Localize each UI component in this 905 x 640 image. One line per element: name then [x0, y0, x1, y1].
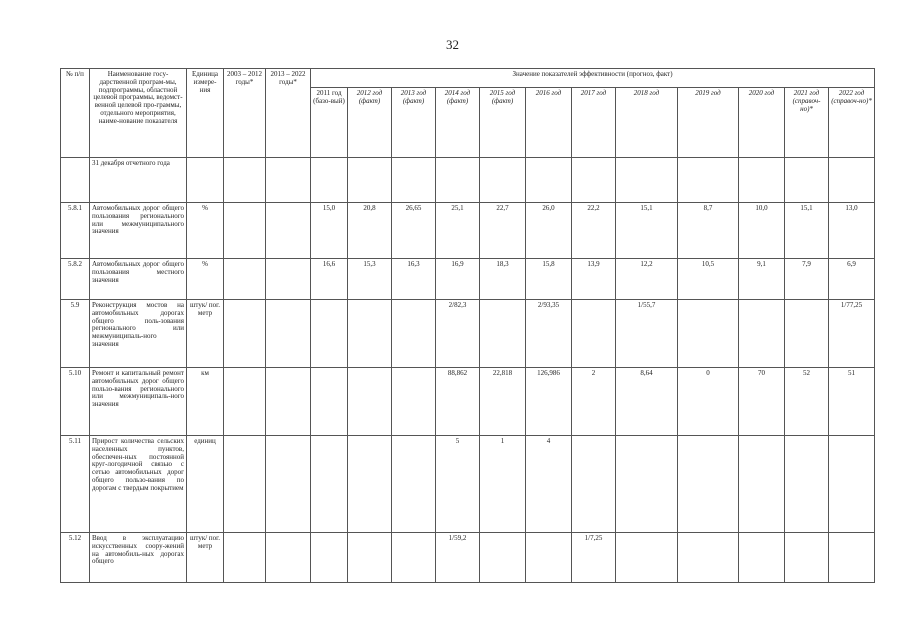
cell-2014: 88,862	[436, 368, 480, 436]
cell-2020: 10,0	[739, 203, 785, 259]
cell-2015: 22,7	[480, 203, 526, 259]
cell-2017	[572, 436, 616, 533]
cell-2018	[616, 436, 678, 533]
table-row	[61, 368, 875, 436]
row-unit: штук/ пог. метр	[187, 533, 224, 583]
cell-2018: 12,2	[616, 259, 678, 300]
row-name: Ввод в эксплуатацию искусственных соору-жений на автомобиль-ных дорогах общего	[90, 533, 187, 583]
cell-2012	[348, 533, 392, 583]
row-name: Реконструкция мостов на автомобильных дорогах общего поль-зования регионального или межмуниципаль-ного значения	[90, 300, 187, 368]
cell-2017: 22,2	[572, 203, 616, 259]
cell-2012: 15,3	[348, 259, 392, 300]
cell-2018	[616, 158, 678, 203]
cell-2016: 15,8	[526, 259, 572, 300]
cell-2016	[526, 158, 572, 203]
row-number: 5.9	[61, 300, 90, 368]
row-unit: %	[187, 203, 224, 259]
header-year-2015: 2015 год (факт)	[480, 88, 526, 158]
cell-2019	[678, 533, 739, 583]
cell-2012	[348, 158, 392, 203]
row-name: Ремонт и капитальный ремонт автомобильных дорог общего пользо-вания регионального или межмуниципаль-ного значения	[90, 368, 187, 436]
cell-2020: 9,1	[739, 259, 785, 300]
cell-2012	[348, 368, 392, 436]
cell-2021: 52	[785, 368, 829, 436]
cell-2020	[739, 436, 785, 533]
cell-2022	[829, 436, 875, 533]
cell-2021	[785, 158, 829, 203]
cell-2013	[392, 436, 436, 533]
cell-2011	[311, 158, 348, 203]
row-number	[61, 158, 90, 203]
header-year-2018: 2018 год	[616, 88, 678, 158]
row-number: 5.10	[61, 368, 90, 436]
header-year-2016: 2016 год	[526, 88, 572, 158]
cell-2019: 10,5	[678, 259, 739, 300]
cell-2017	[572, 300, 616, 368]
cell-2020: 70	[739, 368, 785, 436]
indicators-table	[60, 68, 875, 583]
cell-2011	[311, 368, 348, 436]
cell-2011: 15,0	[311, 203, 348, 259]
table-row	[61, 436, 875, 533]
header-year-2021: 2021 год (справоч-но)*	[785, 88, 829, 158]
header-year-2022: 2022 год (справоч-но)*	[829, 88, 875, 158]
row-number: 5.11	[61, 436, 90, 533]
cell-2011	[311, 533, 348, 583]
cell-2012	[348, 300, 392, 368]
cell-2012: 20,8	[348, 203, 392, 259]
table-row	[61, 158, 875, 203]
row-number: 5.8.2	[61, 259, 90, 300]
header-unit: Единица измере-ния	[187, 69, 224, 158]
header-year-2019: 2019 год	[678, 88, 739, 158]
header-year-2014: 2014 год (факт)	[436, 88, 480, 158]
table-row	[61, 259, 875, 300]
row-unit: штук/ пог. метр	[187, 300, 224, 368]
cell-2022: 6,9	[829, 259, 875, 300]
row-unit: %	[187, 259, 224, 300]
cell-2022: 13,0	[829, 203, 875, 259]
cell-2018: 15,1	[616, 203, 678, 259]
cell-2013	[392, 158, 436, 203]
cell-2019: 8,7	[678, 203, 739, 259]
cell-2014: 25,1	[436, 203, 480, 259]
cell-2014	[436, 158, 480, 203]
cell-2017: 2	[572, 368, 616, 436]
cell-2015	[480, 158, 526, 203]
header-2003-2012: 2003 – 2012 годы*	[224, 69, 266, 158]
cell-2015	[480, 533, 526, 583]
header-year-2020: 2020 год	[739, 88, 785, 158]
cell-2022	[829, 533, 875, 583]
cell-2020	[739, 158, 785, 203]
cell-2019	[678, 300, 739, 368]
cell-2013	[392, 533, 436, 583]
cell-2020	[739, 533, 785, 583]
header-year-2013: 2013 год (факт)	[392, 88, 436, 158]
cell-2018	[616, 533, 678, 583]
page-number: 32	[446, 37, 459, 52]
cell-2022	[829, 158, 875, 203]
row-number: 5.12	[61, 533, 90, 583]
header-year-2011: 2011 год (базо-вый)	[311, 88, 348, 158]
cell-2013: 16,3	[392, 259, 436, 300]
cell-2022: 1/77,25	[829, 300, 875, 368]
header-number: № п/п	[61, 69, 90, 158]
row-name: Прирост количества сельских населенных пунктов, обеспечен-ных постоянной круг-логодичной связью с сетью автомобильных дорог общего пользо-вания по дорогам с твердым покрытием	[90, 436, 187, 533]
cell-2022: 51	[829, 368, 875, 436]
header-year-2012: 2012 год (факт)	[348, 88, 392, 158]
row-name: 31 декабря отчетного года	[90, 158, 187, 203]
cell-2013: 26,65	[392, 203, 436, 259]
cell-2014: 1/59,2	[436, 533, 480, 583]
cell-2015: 1	[480, 436, 526, 533]
row-unit	[187, 158, 224, 203]
cell-2016: 2/93,35	[526, 300, 572, 368]
cell-2016: 26,0	[526, 203, 572, 259]
header-group-title: Значение показателей эффективности (прогноз, факт)	[311, 69, 875, 88]
table-row	[61, 300, 875, 368]
table-row	[61, 533, 875, 583]
cell-2017: 13,9	[572, 259, 616, 300]
cell-2021: 7,9	[785, 259, 829, 300]
header-year-2017: 2017 год	[572, 88, 616, 158]
cell-2013	[392, 300, 436, 368]
header-2013-2022: 2013 – 2022 годы*	[266, 69, 311, 158]
cell-2011	[311, 436, 348, 533]
cell-2015: 22,818	[480, 368, 526, 436]
cell-2019	[678, 158, 739, 203]
cell-2019: 0	[678, 368, 739, 436]
cell-2019	[678, 436, 739, 533]
cell-2014: 16,9	[436, 259, 480, 300]
cell-2021	[785, 436, 829, 533]
cell-2011: 16,6	[311, 259, 348, 300]
cell-2018: 8,64	[616, 368, 678, 436]
cell-2011	[311, 300, 348, 368]
cell-2018: 1/55,7	[616, 300, 678, 368]
row-number: 5.8.1	[61, 203, 90, 259]
row-unit: единиц	[187, 436, 224, 533]
cell-2012	[348, 436, 392, 533]
row-unit: км	[187, 368, 224, 436]
cell-2015: 18,3	[480, 259, 526, 300]
row-name: Автомобильных дорог общего пользования местного значения	[90, 259, 187, 300]
cell-2014: 2/82,3	[436, 300, 480, 368]
cell-2013	[392, 368, 436, 436]
cell-2015	[480, 300, 526, 368]
cell-2016: 4	[526, 436, 572, 533]
cell-2021: 15,1	[785, 203, 829, 259]
cell-2021	[785, 533, 829, 583]
cell-2016	[526, 533, 572, 583]
header-name: Наименование госу-дарственной програм-мы, подпрограммы, областной целевой программы, ведомст-венной целевой про-граммы, отдельного мероприятия, наиме-нование показателя	[90, 69, 187, 158]
cell-2021	[785, 300, 829, 368]
cell-2014: 5	[436, 436, 480, 533]
cell-2017: 1/7,25	[572, 533, 616, 583]
cell-2020	[739, 300, 785, 368]
table-row	[61, 203, 875, 259]
row-name: Автомобильных дорог общего пользования регионального или межмуниципального значения	[90, 203, 187, 259]
cell-2017	[572, 158, 616, 203]
cell-2016: 126,986	[526, 368, 572, 436]
